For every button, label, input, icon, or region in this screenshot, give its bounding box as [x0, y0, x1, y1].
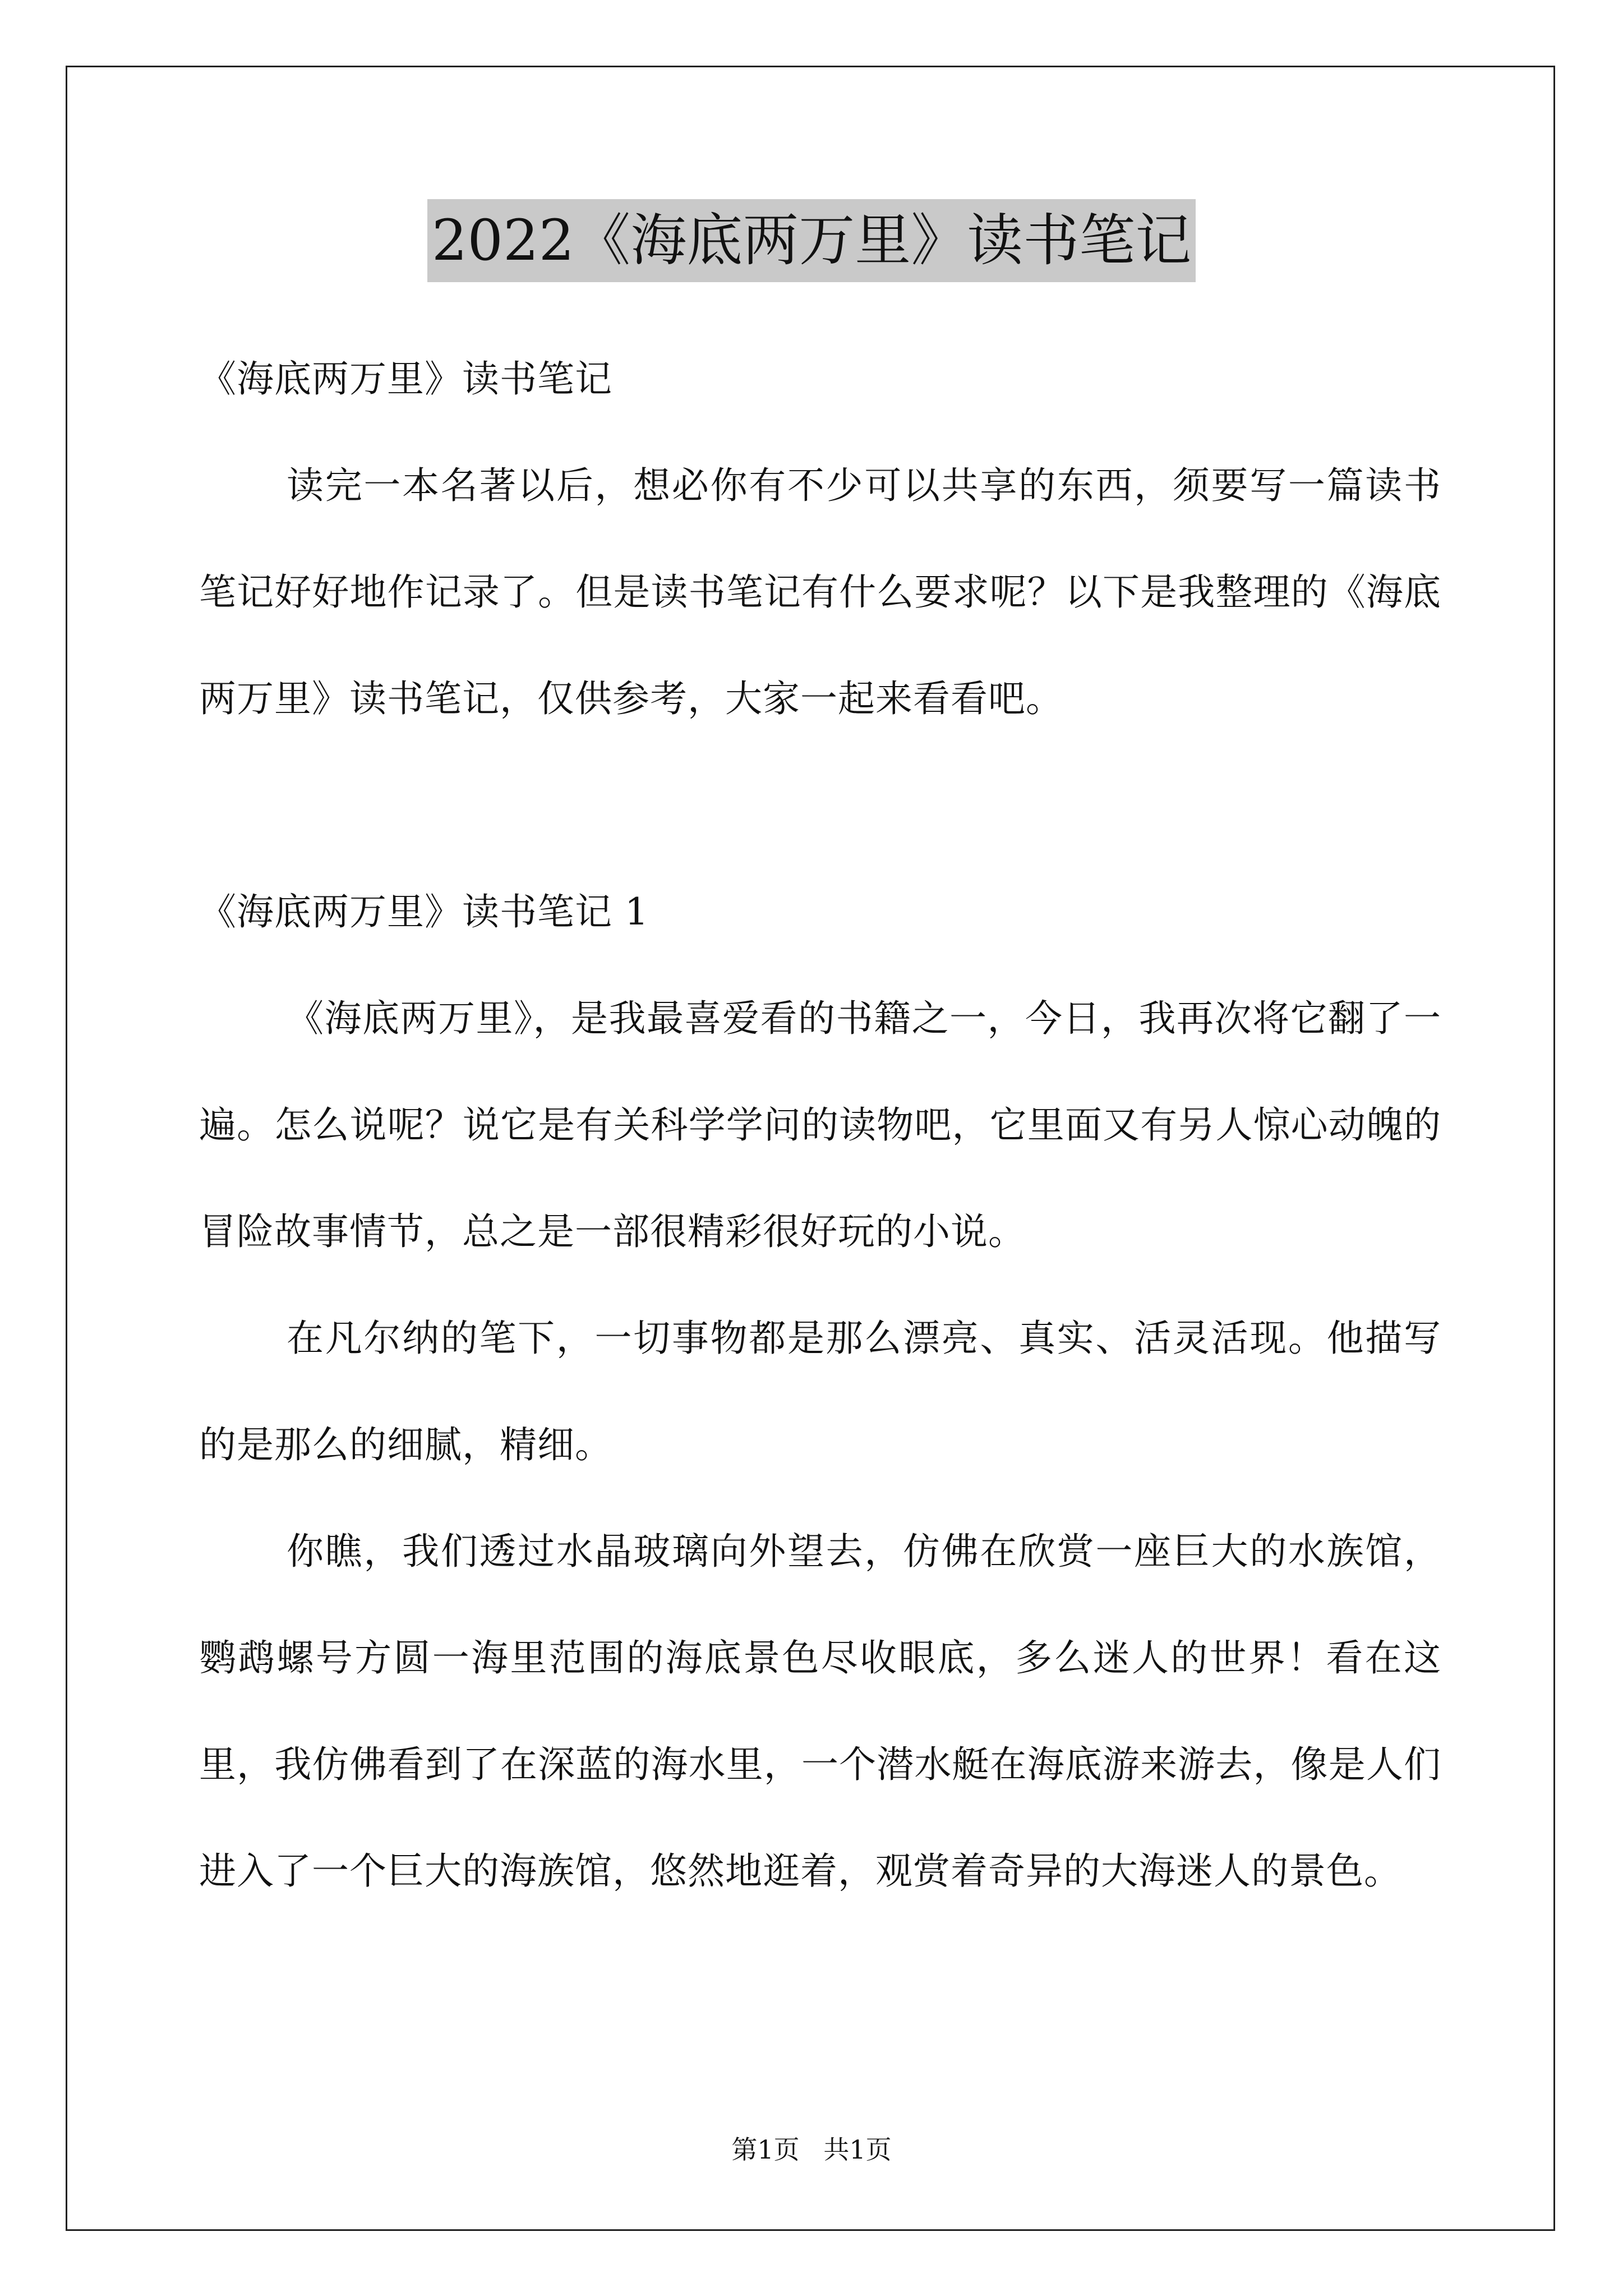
document-title-text: 2022《海底两万里》读书笔记	[427, 199, 1196, 282]
page-footer	[0, 2133, 1623, 2166]
section-heading: 《海底两万里》读书笔记 1	[199, 890, 649, 933]
intro-paragraph: 读完一本名著以后，想必你有不少可以共享的东西，须要写一篇读书笔记好好地作记录了。但是读书笔记有什么要求呢？以下是我整理的《海底两万里》读书笔记，仅供参考，大家一起来看看吧。	[199, 464, 1441, 720]
body-paragraph-2: 在凡尔纳的笔下，一切事物都是那么漂亮、真实、活灵活现。他描写的是那么的细腻，精细。	[199, 1317, 1441, 1466]
document-title	[0, 199, 1623, 282]
body-paragraph-1: 《海底两万里》，是我最喜爱看的书籍之一，今日，我再次将它翻了一遍。怎么说呢？说它是有关科学学问的读物吧，它里面又有另人惊心动魄的冒险故事情节，总之是一部很精彩很好玩的小说。	[199, 997, 1441, 1253]
body-paragraph-3: 你瞧，我们透过水晶玻璃向外望去，仿佛在欣赏一座巨大的水族馆，鹦鹉螺号方圆一海里范围的海底景色尽收眼底，多么迷人的世界！看在这里，我仿佛看到了在深蓝的海水里，一个潜水艇在海底游来游去，像是人们进入了一个巨大的海族馆，悠然地逛着，观赏着奇异的大海迷人的景色。	[199, 1530, 1441, 1893]
page-number-label: 第1页	[731, 2134, 800, 2165]
total-pages-label: 共1页	[823, 2134, 892, 2165]
document-subtitle: 《海底两万里》读书笔记	[199, 357, 612, 401]
